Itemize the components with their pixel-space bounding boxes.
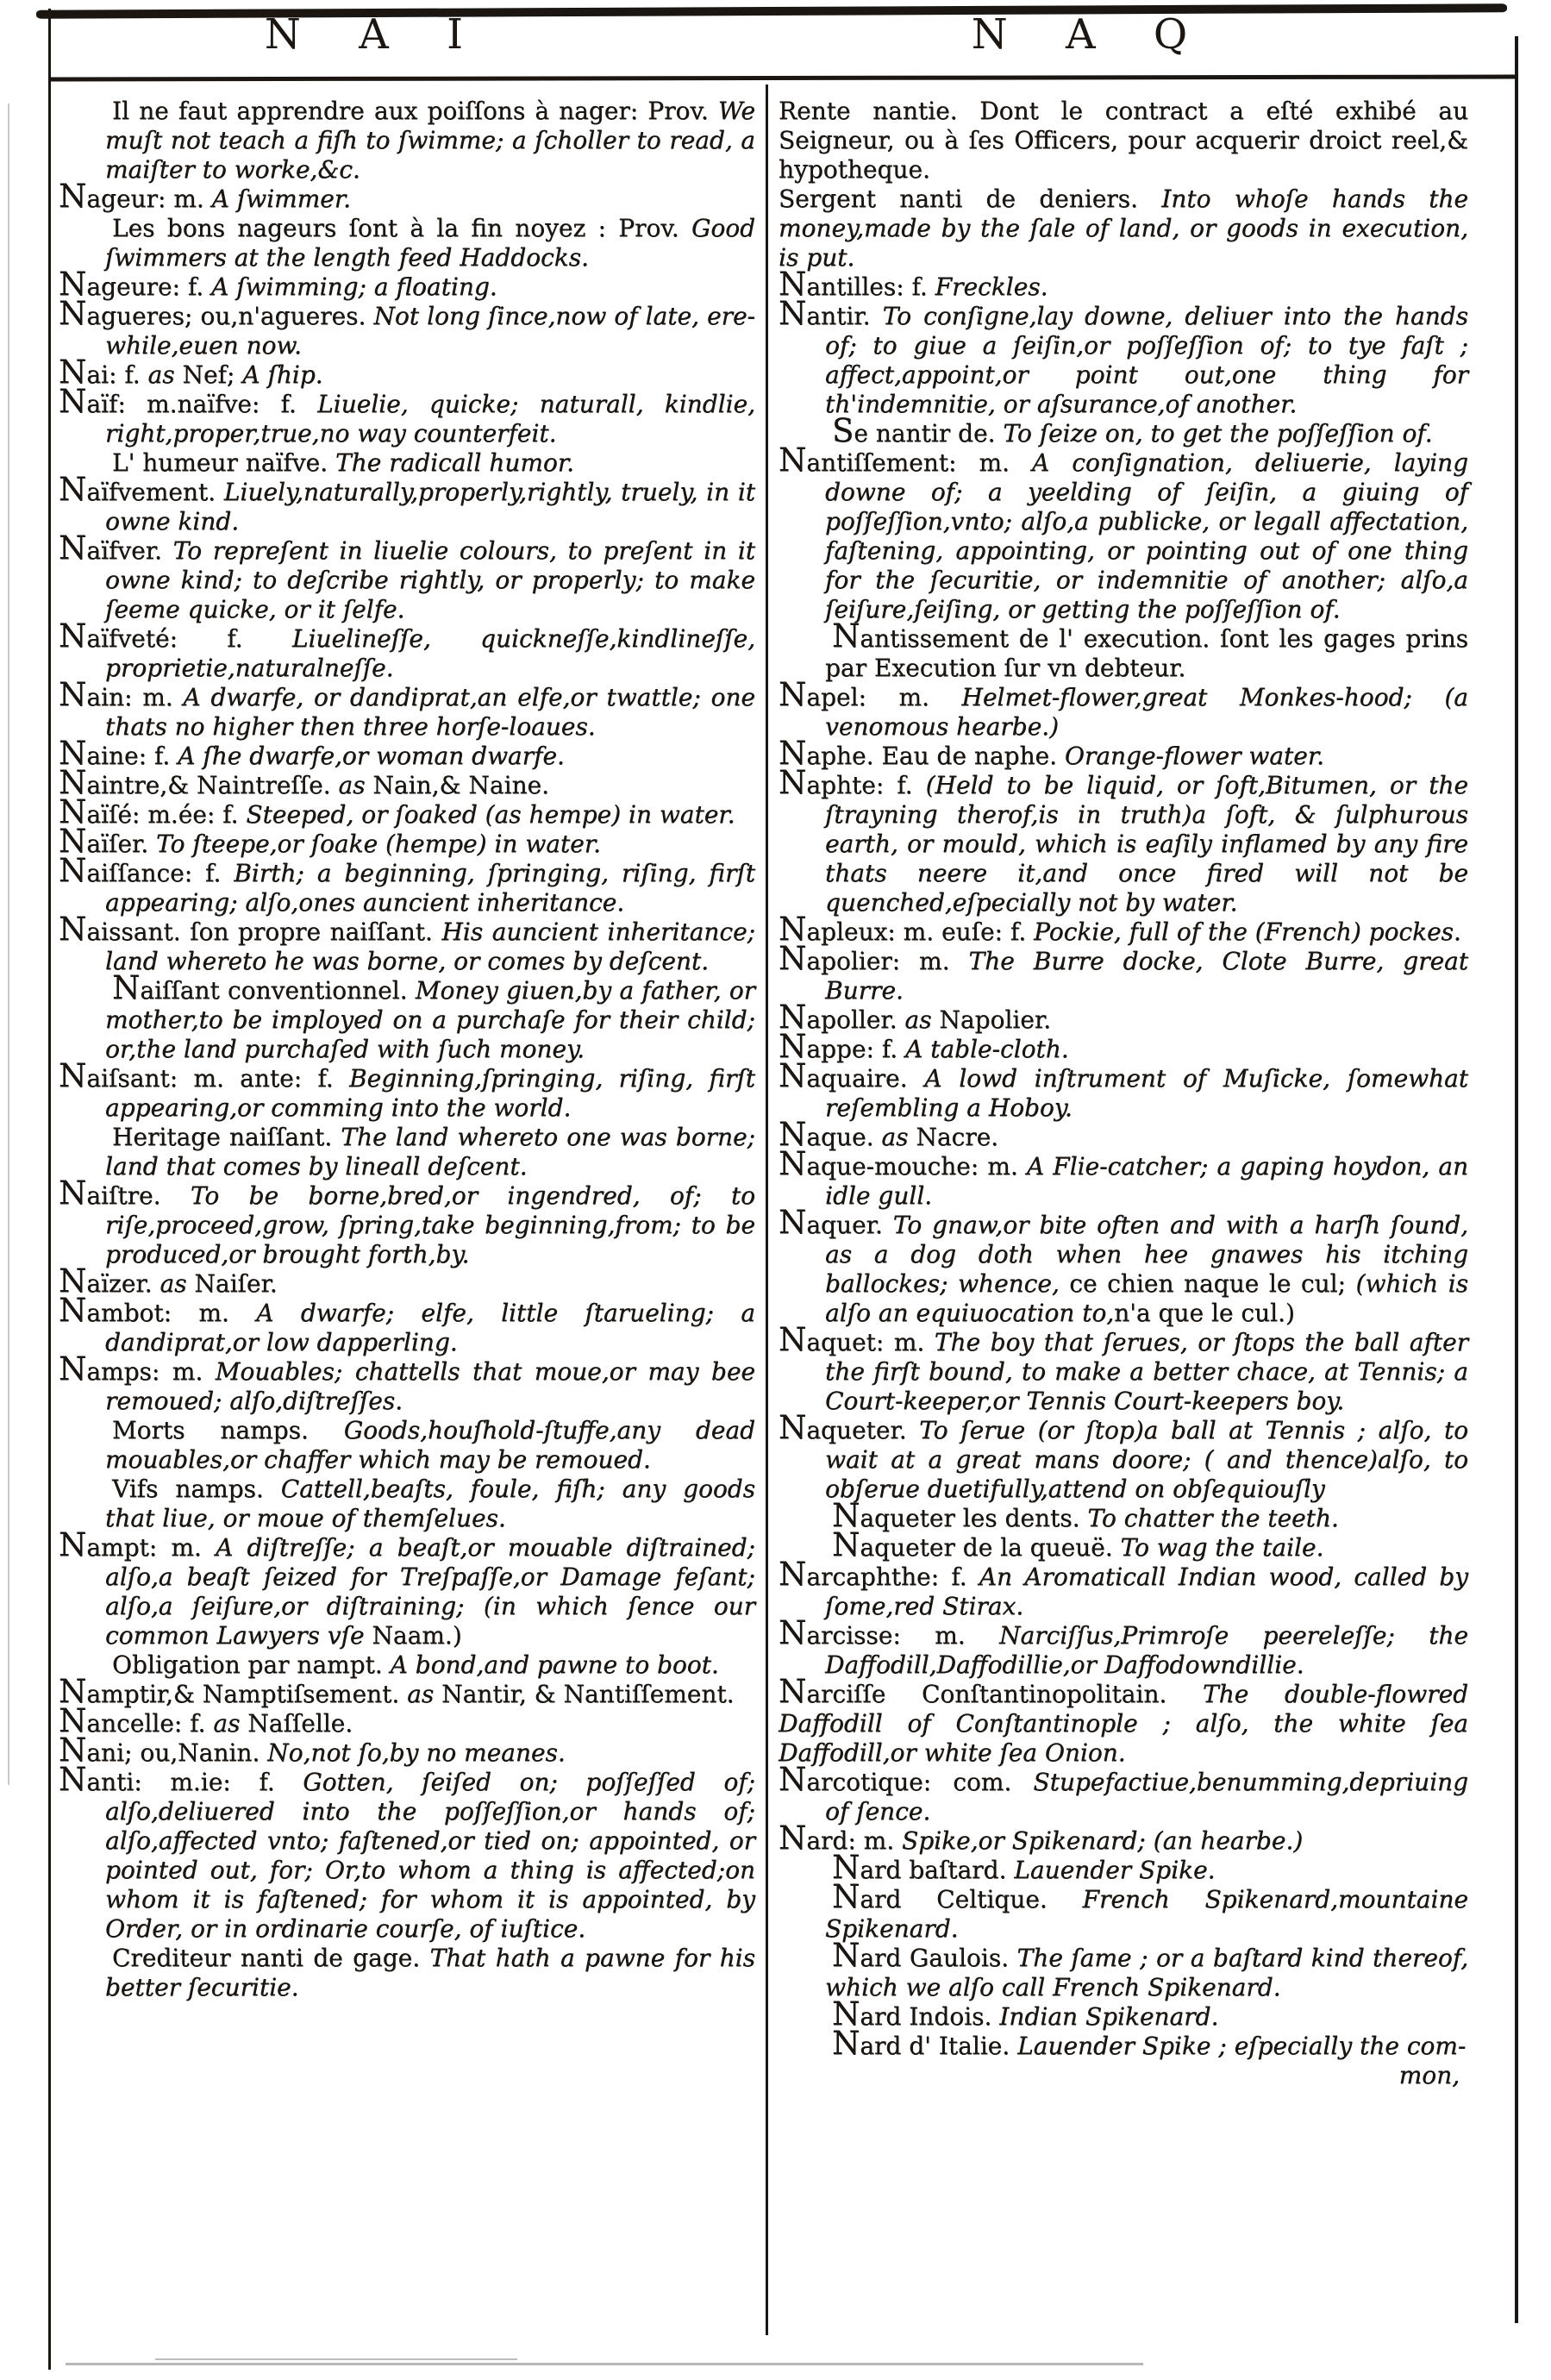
dictionary-entry [59, 529, 756, 624]
entry-headword-text: Narciſſe Conſtantinopolitain. [779, 1673, 1203, 1710]
entry-headword-text: Naphte: f. [779, 764, 926, 801]
entry-gloss-text: Steeped, or ſoaked (as hempe) in water. [246, 800, 735, 829]
entry-headword-text: Obligation par nampt. [112, 1650, 391, 1679]
entry-headword-text: Narcisse: m. [779, 1614, 999, 1651]
dictionary-entry [779, 676, 1468, 742]
enlarged-initial: N [779, 266, 807, 303]
running-header-left: N A I [264, 10, 486, 59]
dictionary-entry [59, 1650, 755, 1680]
entry-gloss-text: French Spikenard,mountaine Spikenard. [825, 1885, 1468, 1943]
entry-headword-text: Nappe: f. [779, 1028, 905, 1065]
dictionary-entry [59, 178, 755, 215]
right-border [1515, 36, 1518, 2323]
enlarged-initial: N [832, 1849, 860, 1886]
dictionary-entry [59, 1526, 755, 1650]
dictionary-entry [59, 97, 755, 185]
entry-headword-text: Rente nantie. Dont le contract a eſté exhibé au Seigneur, ou à ſes Officers, pour acquerir droict reel,& hypotheque. [779, 97, 1468, 184]
dictionary-entry [59, 1123, 755, 1181]
entry-gloss-text: Into whoſe hands the money,made by the ſale of land, or goods in execution, is put. [779, 185, 1468, 272]
enlarged-initial: N [779, 911, 807, 948]
entry-headword-text: Nantir. [779, 295, 883, 332]
entry-headword-text: Naam.) [372, 1621, 462, 1650]
entry-gloss-text: Stupefactiue,benumming,depriuing of ſence. [825, 1768, 1468, 1826]
bottom-scan-marks [155, 2358, 517, 2360]
entry-gloss-text: A Flie-catcher; a gaping hoydon, an idle gull. [825, 1152, 1469, 1210]
entry-headword-text: Naqueter les dents. [832, 1497, 1088, 1534]
enlarged-initial: N [59, 1350, 87, 1387]
entry-gloss-text: A ſwimming; a floating. [211, 272, 497, 301]
enlarged-initial: N [832, 617, 860, 654]
enlarged-initial: N [779, 735, 807, 772]
entry-gloss-text: Birth; a beginning, ſpringing, riſing, firſt appearing; alſo,ones auncient inheritance. [105, 859, 755, 917]
entry-headword-text: Nanti: m.ie: f. [59, 1761, 303, 1798]
entry-headword-text: Naine: f. [59, 735, 178, 772]
dictionary-entry [779, 185, 1468, 272]
dictionary-entry [59, 1292, 756, 1357]
dictionary-entry [59, 1761, 756, 1944]
entry-headword-text: Narcotique: com. [779, 1761, 1034, 1798]
enlarged-initial: N [779, 1204, 807, 1241]
dictionary-entry [779, 1204, 1468, 1328]
scan-edge-artifact [8, 103, 9, 1785]
dictionary-entry [59, 735, 755, 772]
entry-gloss-text: Narciſſus,Primroſe peereleſſe; the Daffodill,Daffodillie,or Daffodowndillie. [825, 1621, 1468, 1679]
enlarged-initial: N [779, 295, 807, 332]
enlarged-initial: N [59, 911, 87, 948]
dictionary-entry [59, 911, 756, 976]
dictionary-entry [59, 1673, 755, 1710]
dictionary-entry [59, 354, 755, 391]
dictionary-entry [779, 1057, 1468, 1123]
dictionary-entry [779, 1526, 1468, 1563]
entry-gloss-text: Orange-flower water. [1064, 742, 1324, 770]
dictionary-entry [59, 1475, 755, 1533]
entry-gloss-text: An Aromaticall Indian wood, called by ſome,red Stirax. [825, 1563, 1469, 1620]
entry-gloss-text: Liuelineſſe, quickneſſe,kindlineſſe, proprietie,naturalneſſe. [105, 624, 755, 682]
entry-headword-text: Nantilles: f. [779, 266, 935, 303]
entry-headword-text: Naquer. [779, 1204, 893, 1241]
entry-gloss-text: To repreſent in liuelie colours, to preſent in it owne kind; to deſcribe rightly, or properly; to make ſeeme quicke, or it ſelfe. [105, 536, 756, 623]
dictionary-entry [59, 676, 755, 742]
entry-gloss-text: Mouables; chattells that moue,or may bee remoued; alſo,diſtreſſes. [105, 1357, 755, 1415]
entry-gloss-text: Goods,houſhold-ſtuffe,any dead mouables,or chaffer which may be remoued. [105, 1416, 755, 1474]
bottom-scan-line [66, 2363, 1143, 2365]
entry-gloss-text: No,not ſo,by no meanes. [267, 1738, 566, 1767]
entry-headword-text: Naintre,& Naintreſſe. [59, 764, 339, 801]
entry-gloss-text: A dwarfe; elfe, little ſtarueling; a dandiprat,or low dapperling. [105, 1299, 756, 1356]
dictionary-entry [59, 383, 755, 448]
dictionary-entry [59, 793, 755, 830]
entry-gloss-text: The boy that ſerues, or ſtops the ball after the firſt bound, to make a better chace, at Tennis; a Court-keeper,or Tennis Court-keepers boy. [825, 1328, 1468, 1415]
left-border [48, 9, 51, 2370]
enlarged-initial: N [59, 793, 87, 830]
entry-gloss-text: as [881, 1123, 916, 1151]
dictionary-entry [59, 1350, 755, 1416]
enlarged-initial: N [59, 1526, 87, 1563]
entry-headword-text: Nageur: m. [59, 178, 212, 215]
entry-gloss-text: The radicall humor. [335, 448, 574, 477]
entry-headword-text: Nageure: f. [59, 266, 212, 303]
enlarged-initial: N [59, 471, 87, 508]
entry-gloss-text: To conſigne,lay downe, deliuer into the hands of; to giue a ſeiſin,or poſſeſſion of; to tye faſt ; affect,appoint,or point out,one thing for th'indemnitie, or aſsurance,of another. [825, 302, 1468, 418]
enlarged-initial: N [832, 2025, 860, 2062]
entry-gloss-text: The land whereto one was borne; land that comes by lineall deſcent. [105, 1123, 755, 1181]
enlarged-initial: N [779, 1673, 807, 1710]
entry-headword-text: Naiſſant conventionnel. [112, 969, 416, 1006]
dictionary-entry [59, 266, 755, 303]
dictionary-entry [779, 1028, 1468, 1065]
entry-headword-text: Nard Celtique. [832, 1878, 1083, 1915]
dictionary-entry [59, 852, 755, 918]
entry-headword-text: Naïf: m.naïfve: f. [59, 383, 318, 420]
entry-gloss-text: A dwarfe, or dandiprat,an elfe,or twattle; one thats no higher then three horſe-loaues. [105, 683, 755, 741]
entry-gloss-text: (which is alſo an equiuocation to, [825, 1269, 1468, 1327]
enlarged-initial: N [59, 354, 87, 391]
entry-headword-text: Naïfver. [59, 529, 173, 567]
entry-headword-text: Nain,& Naine. [372, 771, 549, 799]
dictionary-entry [779, 999, 1468, 1036]
enlarged-initial: N [779, 1116, 807, 1153]
enlarged-initial: N [779, 1409, 807, 1446]
dictionary-entry [59, 295, 755, 360]
entry-gloss-text: as [407, 1680, 442, 1708]
dictionary-entry [59, 1057, 756, 1123]
entry-headword-text: Narcaphthe: f. [779, 1556, 979, 1593]
enlarged-initial: N [779, 1556, 807, 1593]
enlarged-initial: N [59, 1761, 87, 1798]
entry-gloss-text: Liuelie, quicke; naturall, kindlie, right,proper,true,no way counterfeit. [105, 390, 755, 448]
enlarged-initial: N [779, 940, 807, 977]
entry-gloss-text: To wag the taile. [1120, 1533, 1324, 1562]
entry-gloss-text: Pockie, full of the (French) pockes. [1034, 918, 1461, 946]
enlarged-initial: N [779, 1057, 807, 1094]
entry-headword-text: Namps: m. [59, 1350, 216, 1387]
dictionary-entry [59, 1732, 755, 1769]
entry-headword-text: Nef; [182, 360, 243, 389]
enlarged-initial: N [779, 1321, 807, 1358]
enlarged-initial: N [832, 1497, 860, 1534]
enlarged-initial: N [59, 676, 87, 713]
entry-gloss-text: as [213, 1709, 248, 1738]
entry-gloss-text: A table-cloth. [904, 1035, 1069, 1063]
dictionary-entry [779, 1937, 1468, 2002]
dictionary-entry [779, 1556, 1469, 1621]
enlarged-initial: N [779, 1761, 807, 1798]
entry-gloss-text: A bond,and pawne to boot. [390, 1650, 719, 1679]
enlarged-initial: N [779, 676, 807, 713]
dictionary-entry [779, 2025, 1468, 2062]
entry-headword-text: Nantiſſement: m. [779, 442, 1032, 479]
entry-headword-text: Naiſer. [194, 1269, 278, 1298]
dictionary-entry [59, 448, 755, 478]
dictionary-entry [779, 617, 1468, 683]
entry-headword-text: Naïſer. [59, 823, 157, 860]
entry-headword-text: L' humeur naïfve. [112, 448, 335, 477]
entry-headword-text: Nagueres; ou,n'agueres. [59, 295, 374, 332]
dictionary-entry [779, 442, 1468, 624]
entry-headword-text: Se nantir de. [832, 412, 1004, 449]
entry-gloss-text: To gnaw,or bite often and with a harſh ſound, as a dog doth when hee gnawes his itching ballockes; whence, [825, 1211, 1468, 1298]
entry-headword-text: Sergent nanti de deniers. [779, 185, 1162, 213]
dictionary-entry [59, 1416, 755, 1475]
entry-headword-text: Nacre. [916, 1123, 999, 1151]
enlarged-initial: N [779, 442, 807, 479]
enlarged-initial: N [59, 764, 87, 801]
entry-gloss-text: A ſwimmer. [211, 185, 351, 213]
dictionary-entry [59, 471, 756, 536]
dictionary-entry [779, 940, 1468, 1005]
dictionary-entry [779, 764, 1468, 918]
enlarged-initial: N [779, 1614, 807, 1651]
entry-gloss-text: (Held to be liquid, or ſoft,Bitumen, or the ſtrayning therof,is in truth)a ſoft, & ſulphurous earth, or mould, which is eaſily inflamed by any fire thats neere it,and once fired will not be quenched,eſpecially not by water. [825, 771, 1468, 917]
entry-headword-text: Naiſtre. [59, 1174, 191, 1212]
entry-headword-text: Naïfvement. [59, 471, 224, 508]
enlarged-initial: N [59, 383, 87, 420]
entry-gloss-text: A ſhe dwarfe,or woman dwarfe. [178, 742, 565, 770]
entry-headword-text: Naque-mouche: m. [779, 1145, 1027, 1182]
enlarged-initial: N [59, 823, 87, 860]
entry-gloss-text: A lowd inſtrument of Muſicke, ſomewhat reſembling a Hoboy. [825, 1064, 1468, 1122]
entry-gloss-text: The ſame ; or a baſtard kind thereof, which we alſo call French Spikenard. [825, 1944, 1468, 2001]
entry-headword-text: Nantir, & Nantiſſement. [441, 1680, 735, 1708]
entry-gloss-text: His auncient inheritance; land whereto he was borne, or comes by deſcent. [105, 918, 756, 975]
entry-gloss-text: Freckles. [935, 272, 1048, 301]
enlarged-initial: N [832, 1526, 860, 1563]
dictionary-entry [779, 911, 1468, 948]
dictionary-entry [779, 1673, 1468, 1768]
entry-headword-text: Heritage naiſſant. [112, 1123, 341, 1151]
entry-headword-text: n'a que le cul.) [1114, 1299, 1295, 1327]
entry-headword-text: Nantissement de l' execution. ſont les gages prins par Execution ſur vn debteur. [825, 617, 1468, 682]
entry-gloss-text: We muſt not teach a fiſh to ſwimme; a ſcholler to read, a maiſter to worke,&c. [105, 97, 755, 184]
entry-gloss-text: Money giuen,by a father, or mother,to be imployed on a purchaſe for their child; or,the land purchaſed with ſuch money. [105, 976, 755, 1063]
dictionary-entry [779, 1409, 1469, 1504]
entry-headword-text: Naïſé: m.ée: f. [59, 793, 247, 830]
dictionary-entry [779, 1614, 1468, 1680]
entry-headword-text: Nard Indois. [832, 1995, 1000, 2032]
dictionary-entry [779, 1145, 1469, 1211]
dictionary-entry [59, 214, 755, 272]
enlarged-initial: N [779, 999, 807, 1036]
entry-headword-text: ce chien naque le cul; [1069, 1269, 1356, 1298]
entry-headword-text: Nard d' Italie. [832, 2025, 1018, 2062]
dictionary-entry [59, 617, 755, 683]
entry-gloss-text: To ſeize on, to get the poſſeſſion of. [1003, 419, 1433, 448]
enlarged-initial: N [832, 1937, 860, 1974]
entry-headword-text: Naqueter. [779, 1409, 920, 1446]
entry-headword-text: Napoller. [779, 999, 905, 1036]
entry-gloss-text: Not long ſince,now of late, ere-while,euen now. [105, 302, 755, 360]
entry-gloss-text: Gotten, ſeiſed on; poſſeſſed of; alſo,deliuered into the poſſeſſion,or hands of; alſo,affected vnto; faſtened,or tied on; appointed, or pointed out, for; Or,to whom a thing is affected;on whom it is faſtened; for whom it is appointed, by Order, or in ordinarie courſe, of iuſtice. [105, 1768, 756, 1943]
dictionary-entry [779, 295, 1468, 419]
entry-gloss-text: To be borne,bred,or ingendred, of; to riſe,proceed,grow, ſpring,take beginning,from; to be produced,or brought forth,by. [105, 1181, 755, 1268]
dictionary-entry [779, 1878, 1468, 1944]
entry-gloss-text: as [159, 1269, 195, 1298]
entry-headword-text: Nain: m. [59, 676, 184, 713]
entry-gloss-text: Spike,or Spikenard; (an hearbe.) [902, 1826, 1304, 1855]
entry-headword-text: Morts namps. [112, 1416, 344, 1444]
entry-headword-text: Naphe. Eau de naphe. [779, 735, 1065, 772]
dictionary-entry [59, 1174, 755, 1269]
entry-headword-text: Naïzer. [59, 1262, 160, 1300]
entry-gloss-text: The Burre docke, Clote Burre, great Burre. [825, 947, 1468, 1005]
entry-headword-text: Nard baſtard. [832, 1849, 1015, 1886]
entry-headword-text: Les bons nageurs ſont à la fin noyez : Prov. [112, 214, 691, 242]
entry-gloss-text: A conſignation, deliuerie, laying downe of; a yeelding of ſeiſin, a giuing of poſſeſſion,vnto; alſo,a publicke, or legall affectation, faſtening, appointing, or pointing out of one thing for the ſecuritie, or indemnitie of another; alſo,a ſeiſure,ſeiſing, or getting the poſſeſſion of. [825, 448, 1468, 623]
entry-gloss-text: Beginning,ſpringing, riſing, firſt appearing,or comming into the world. [105, 1064, 756, 1122]
dictionary-entry [59, 823, 755, 860]
enlarged-initial: N [779, 764, 807, 801]
dictionary-entry [779, 1819, 1468, 1857]
enlarged-initial: N [779, 1819, 807, 1857]
enlarged-initial: N [779, 1028, 807, 1065]
entry-gloss-text: Helmet-flower,great Monkes-hood; (a venomous hearbe.) [825, 683, 1468, 741]
enlarged-initial: N [59, 529, 87, 567]
entry-headword-text: Napolier: m. [779, 940, 969, 977]
entry-headword-text: Nard Gaulois. [832, 1937, 1017, 1974]
entry-gloss-text: Lauender Spike ; eſpecially the com- [1017, 2032, 1467, 2060]
entry-gloss-text: That hath a pawne for his better ſecuritie. [105, 1944, 755, 2001]
enlarged-initial: N [59, 852, 87, 889]
entry-gloss-text: Good ſwimmers at the length feed Haddocks. [105, 214, 755, 272]
entry-gloss-text: To ſerue (or ſtop)a ball at Tennis ; alſo, to wait at a great mans doore; ( and thence)alſo, to obſerue duetifully,attend on obſequiouſly [825, 1416, 1469, 1503]
entry-gloss-text: A ſhip. [242, 360, 323, 389]
dictionary-entry [779, 1116, 1468, 1153]
entry-headword-text: Napel: m. [779, 676, 962, 713]
left-column [59, 97, 755, 2002]
enlarged-initial: N [59, 1292, 87, 1329]
entry-gloss-text: as [147, 360, 183, 389]
entry-headword-text: Naissant. ſon propre naiſſant. [59, 911, 442, 948]
entry-headword-text: Vifs namps. [112, 1475, 281, 1503]
entry-headword-text: Nai: f. [59, 354, 148, 391]
enlarged-initial: N [59, 1673, 87, 1710]
column-divider [766, 85, 768, 2335]
enlarged-initial: N [59, 1174, 87, 1212]
entry-headword-text: Naiſſance: f. [59, 852, 235, 889]
entry-gloss-text: Cattell,beaſts, foule, fiſh; any goods that liue, or moue of themſelues. [105, 1475, 756, 1532]
entry-headword-text: Naque. [779, 1116, 882, 1153]
entry-gloss-text: Indian Spikenard. [999, 2002, 1219, 2031]
entry-headword-text: Naqueter de la queuë. [832, 1526, 1121, 1563]
entry-headword-text: Naïfveté: f. [59, 617, 292, 654]
enlarged-initial: N [112, 969, 141, 1006]
dictionary-entry [779, 1321, 1468, 1416]
entry-gloss-text: as [338, 771, 373, 799]
dictionary-entry [779, 1761, 1468, 1826]
enlarged-initial: N [59, 735, 87, 772]
enlarged-initial: N [59, 1057, 87, 1094]
enlarged-initial: N [59, 178, 87, 215]
entry-headword-text: Namptir,& Namptiſsement. [59, 1673, 408, 1710]
enlarged-initial: N [59, 617, 87, 654]
entry-headword-text: Nancelle: f. [59, 1702, 214, 1739]
enlarged-initial: N [59, 1732, 87, 1769]
entry-gloss-text: To ſteepe,or ſoake (hempe) in water. [156, 830, 601, 858]
entry-headword-text: Nani; ou,Nanin. [59, 1732, 268, 1769]
enlarged-initial: N [832, 1878, 860, 1915]
entry-gloss-text: The double-flowred Daffodill of Conſtantinople ; alſo, the white ſea Daffodill,or white ſea Onion. [779, 1680, 1468, 1767]
entry-headword-text: Naſſelle. [247, 1709, 353, 1738]
enlarged-initial: N [59, 266, 87, 303]
entry-headword-text: Crediteur nanti de gage. [112, 1944, 430, 1972]
entry-headword-text: Nard: m. [779, 1819, 903, 1857]
entry-gloss-text: as [904, 1005, 940, 1034]
dictionary-entry [59, 1262, 755, 1300]
enlarged-initial: N [59, 1262, 87, 1300]
entry-gloss-text: Liuely,naturally,properly,rightly, truely, in it owne kind. [105, 478, 756, 536]
enlarged-initial: N [832, 1995, 860, 2032]
entry-headword-text: Naquaire. [779, 1057, 925, 1094]
right-column [779, 97, 1468, 2090]
entry-headword-text: Il ne faut apprendre aux poiſſons à nager: Prov. [112, 97, 718, 125]
dictionary-entry [779, 412, 1468, 449]
dictionary-entry [59, 1702, 755, 1739]
dictionary-entry [779, 1995, 1468, 2032]
dictionary-entry [59, 969, 755, 1064]
entry-gloss-text: Lauender Spike. [1014, 1856, 1216, 1884]
header-rule [50, 75, 1516, 82]
entry-headword-text: Nambot: m. [59, 1292, 257, 1329]
entry-headword-text: Napolier. [939, 1005, 1052, 1034]
entry-headword-text: Naiſsant: m. ante: f. [59, 1057, 349, 1094]
entry-headword-text: Nampt: m. [59, 1526, 216, 1563]
enlarged-initial: N [59, 1702, 87, 1739]
entry-gloss-text: To chatter the teeth. [1087, 1504, 1339, 1532]
dictionary-entry [59, 1944, 755, 2002]
dictionary-entry [779, 266, 1468, 303]
entry-headword-text: Napleux: m. euſe: f. [779, 911, 1035, 948]
dictionary-entry [779, 1849, 1468, 1886]
entry-headword-text: Naquet: m. [779, 1321, 935, 1358]
enlarged-initial: S [832, 412, 854, 449]
running-header-right: N A Q [971, 10, 1210, 59]
enlarged-initial: N [59, 295, 87, 332]
dictionary-entry [779, 97, 1468, 185]
entry-gloss-text: mon, [1398, 2061, 1460, 2089]
entry-gloss-text: A diſtreſſe; a beaſt,or mouable diſtrained; alſo,a beaſt ſeized for Treſpaſſe,or Damage feſant; alſo,a ſeiſure,or diſtraining; (in which ſence our common Lawyers vſe [105, 1533, 755, 1650]
dictionary-entry [59, 764, 755, 801]
dictionary-entry [779, 735, 1468, 772]
catchword-line [779, 2061, 1468, 2090]
enlarged-initial: N [779, 1145, 807, 1182]
dictionary-entry [779, 1497, 1468, 1534]
